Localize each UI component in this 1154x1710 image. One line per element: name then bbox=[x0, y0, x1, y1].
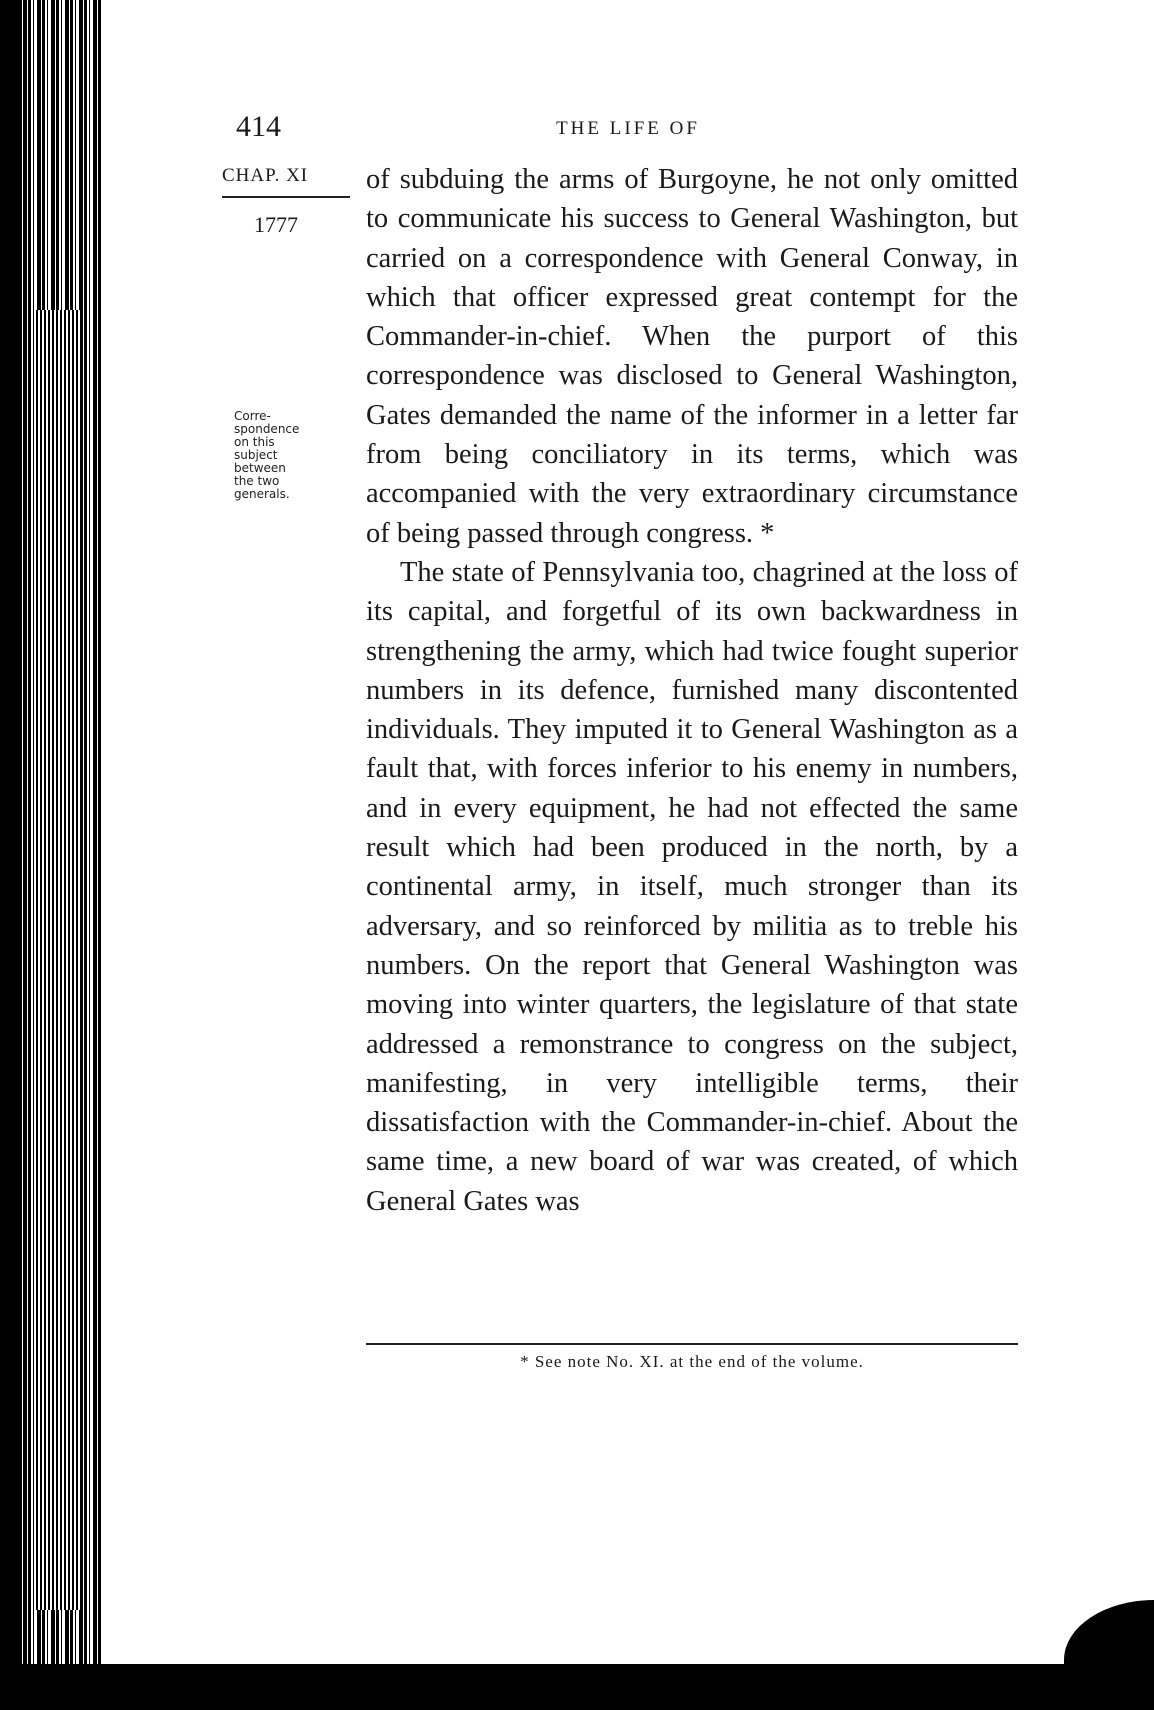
side-note-line: spondence bbox=[234, 422, 300, 436]
footnote-divider bbox=[366, 1343, 1018, 1345]
binding-lines bbox=[36, 310, 80, 1610]
margin-column bbox=[222, 162, 354, 238]
side-note-line: the two bbox=[234, 474, 280, 488]
book-title: THE LIFE OF bbox=[556, 118, 700, 139]
year-label: 1777 bbox=[254, 212, 298, 237]
main-text bbox=[366, 160, 1018, 1221]
paragraph: of subduing the arms of Burgoyne, he not only omitted to communicate his success to General Washington, but carried on a correspondence with General Conway, in which that officer expressed great contempt for the Commander-in-chief. When the purport of this correspondence was disclosed to General Washington, Gates demanded the name of the informer in a letter far from being conciliatory in its terms, which was accompanied with the very extraordinary circumstance of being passed through congress. * bbox=[366, 164, 1018, 549]
side-note-line: Corre- bbox=[234, 409, 271, 423]
side-note-line: between bbox=[234, 461, 286, 475]
bottom-scan-edge bbox=[0, 1664, 1154, 1710]
side-note-line: subject bbox=[234, 448, 278, 462]
side-note bbox=[234, 410, 324, 501]
running-head bbox=[236, 110, 1020, 150]
side-note-line: generals. bbox=[234, 487, 290, 501]
page-number: 414 bbox=[236, 110, 281, 143]
chapter-label: CHAP. XI bbox=[222, 162, 350, 198]
paragraph: The state of Pennsylvania too, chagrined at the loss of its capital, and forgetful of its own backwardness in strengthening the army, which had twice fought superior numbers in its defence, furnished many discontented individuals. They imputed it to General Washington as a fault that, with forces inferior to his enemy in numbers, and in every equipment, he had not effected the same result which had been produced in the north, by a continental army, in itself, much stronger than its adversary, and so reinforced by militia as to treble his numbers. On the report that General Washington was moving into winter quarters, the legislature of that state addressed a remonstrance to congress on the subject, manifesting, in very intelligible terms, their dissatisfaction with the Commander-in-chief. About the same time, a new board of war was created, of which General Gates was bbox=[366, 556, 1018, 1217]
side-note-line: on this bbox=[234, 435, 275, 449]
page-curl bbox=[1064, 1600, 1154, 1670]
binding-shadow bbox=[0, 0, 22, 1710]
footnote: * See note No. XI. at the end of the volume. bbox=[520, 1352, 864, 1371]
